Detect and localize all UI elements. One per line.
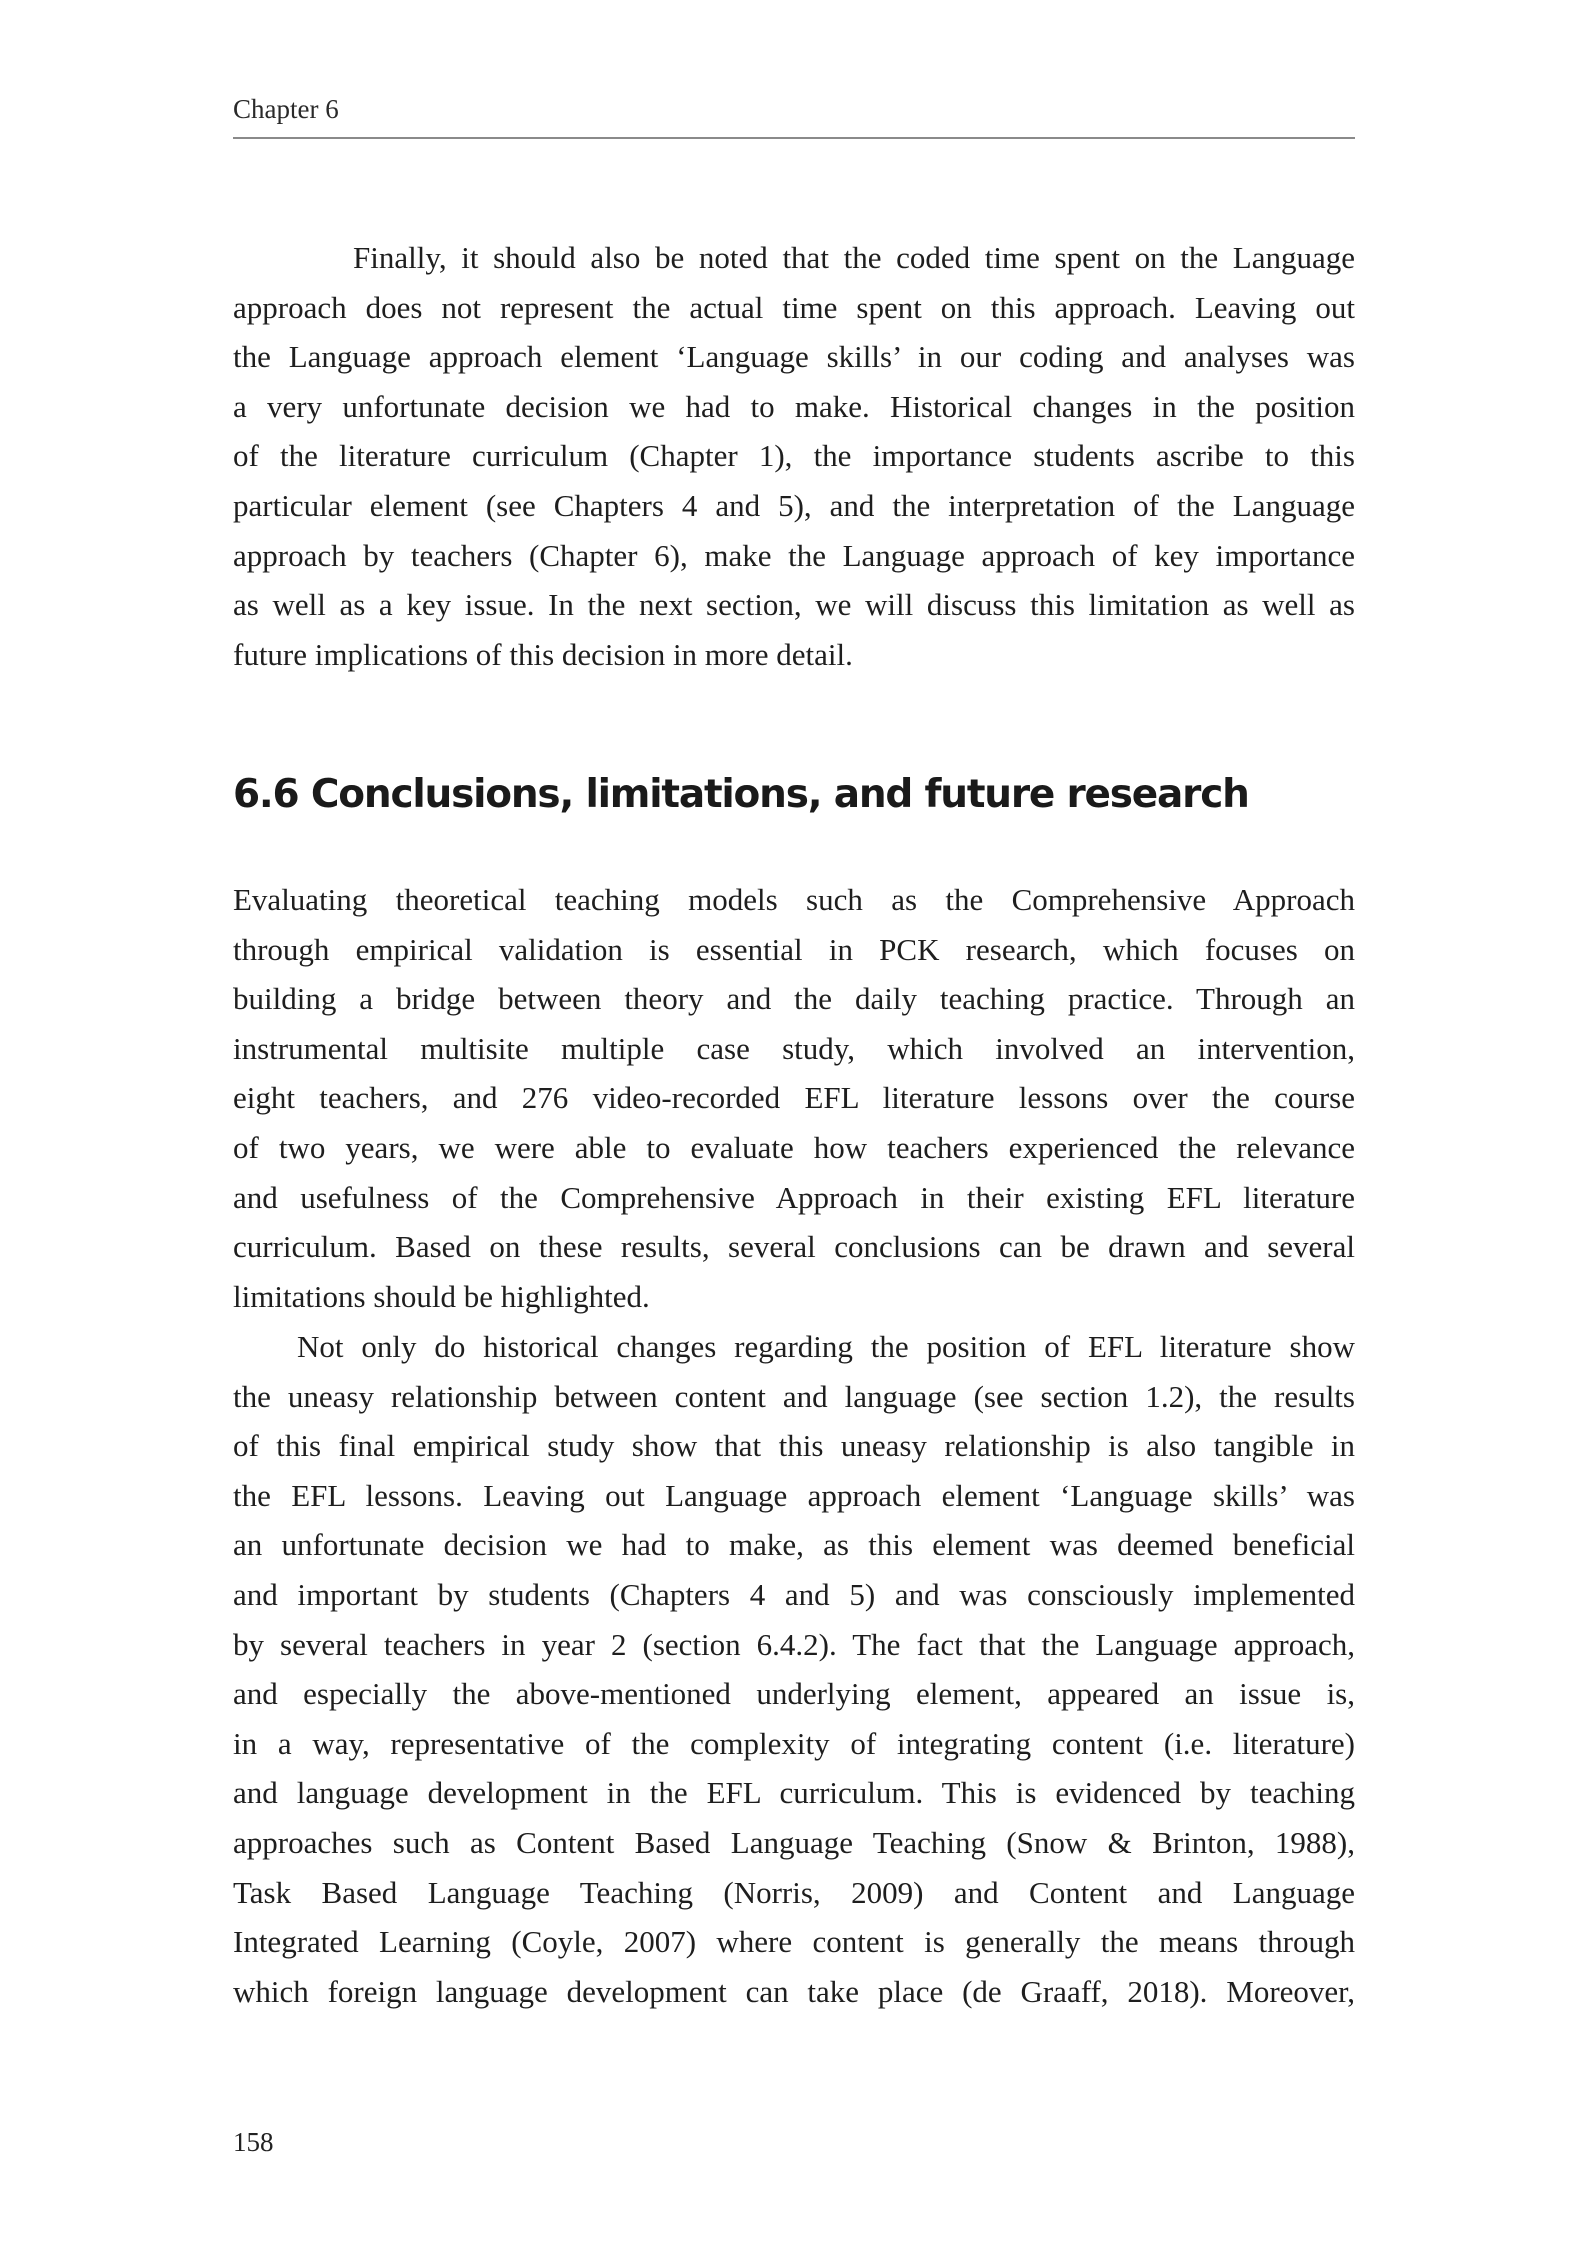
text-line: in a way, representative of the complexity of integrating content (i.e. literature): [233, 1725, 1355, 1761]
text-line: Integrated Learning (Coyle, 2007) where content is generally the means through: [233, 1924, 1355, 1960]
text-line: of this final empirical study show that this uneasy relationship is also tangible in: [233, 1428, 1355, 1464]
text-line: future implications of this decision in more detail.: [233, 636, 853, 672]
text-line: approaches such as Content Based Language Teaching (Snow & Brinton, 1988),: [233, 1824, 1355, 1860]
text-line: a very unfortunate decision we had to make. Historical changes in the position: [233, 388, 1355, 424]
text-line: curriculum. Based on these results, several conclusions can be drawn and several: [233, 1229, 1355, 1265]
text-line: Evaluating theoretical teaching models such as the Comprehensive Approach: [233, 882, 1355, 917]
text-line: building a bridge between theory and the daily teaching practice. Through an: [233, 981, 1355, 1017]
text-line: an unfortunate decision we had to make, as this element was deemed beneficial: [233, 1527, 1355, 1563]
text-line: as well as a key issue. In the next section, we will discuss this limitation as well as: [233, 587, 1355, 623]
text-line: of two years, we were able to evaluate how teachers experienced the relevance: [233, 1129, 1355, 1165]
text-line: the Language approach element ‘Language skills’ in our coding and analyses was: [233, 339, 1355, 375]
text-line: instrumental multisite multiple case study, which involved an intervention,: [233, 1030, 1355, 1066]
header-rule: [233, 137, 1355, 139]
text-line: through empirical validation is essential in PCK research, which focuses on: [233, 931, 1355, 967]
text-line: eight teachers, and 276 video-recorded EFL literature lessons over the course: [233, 1080, 1355, 1116]
paragraph-finally: [233, 233, 1355, 679]
text-line: Task Based Language Teaching (Norris, 2009) and Content and Language: [233, 1874, 1355, 1910]
text-line: approach by teachers (Chapter 6), make the Language approach of key importance: [233, 537, 1355, 573]
text-line: Not only do historical changes regarding the position of EFL literature show: [297, 1329, 1355, 1364]
text-line: and language development in the EFL curriculum. This is evidenced by teaching: [233, 1775, 1355, 1811]
text-line: particular element (see Chapters 4 and 5), and the interpretation of the Language: [233, 487, 1355, 523]
text-line: the EFL lessons. Leaving out Language approach element ‘Language skills’ was: [233, 1477, 1355, 1513]
text-line: the uneasy relationship between content and language (see section 1.2), the results: [233, 1378, 1355, 1414]
text-line: limitations should be highlighted.: [233, 1278, 650, 1314]
running-head: Chapter 6: [233, 94, 339, 124]
text-line: and especially the above-mentioned underlying element, appeared an issue is,: [233, 1676, 1355, 1712]
page-number: 158: [233, 2127, 274, 2157]
paragraph-evaluating: [233, 875, 1355, 1321]
text-line: of the literature curriculum (Chapter 1), the importance students ascribe to this: [233, 438, 1355, 474]
text-line: which foreign language development can take place (de Graaff, 2018). Moreover,: [233, 1973, 1355, 2009]
text-line: Finally, it should also be noted that the coded time spent on the Language: [353, 240, 1355, 275]
paragraph-not-only: [233, 1322, 1355, 2016]
text-line: by several teachers in year 2 (section 6.4.2). The fact that the Language approach,: [233, 1626, 1355, 1662]
text-line: and important by students (Chapters 4 and 5) and was consciously implemented: [233, 1576, 1355, 1612]
text-line: approach does not represent the actual time spent on this approach. Leaving out: [233, 289, 1355, 325]
text-line: and usefulness of the Comprehensive Approach in their existing EFL literature: [233, 1179, 1355, 1215]
section-heading: 6.6 Conclusions, limitations, and future research: [233, 772, 1249, 817]
